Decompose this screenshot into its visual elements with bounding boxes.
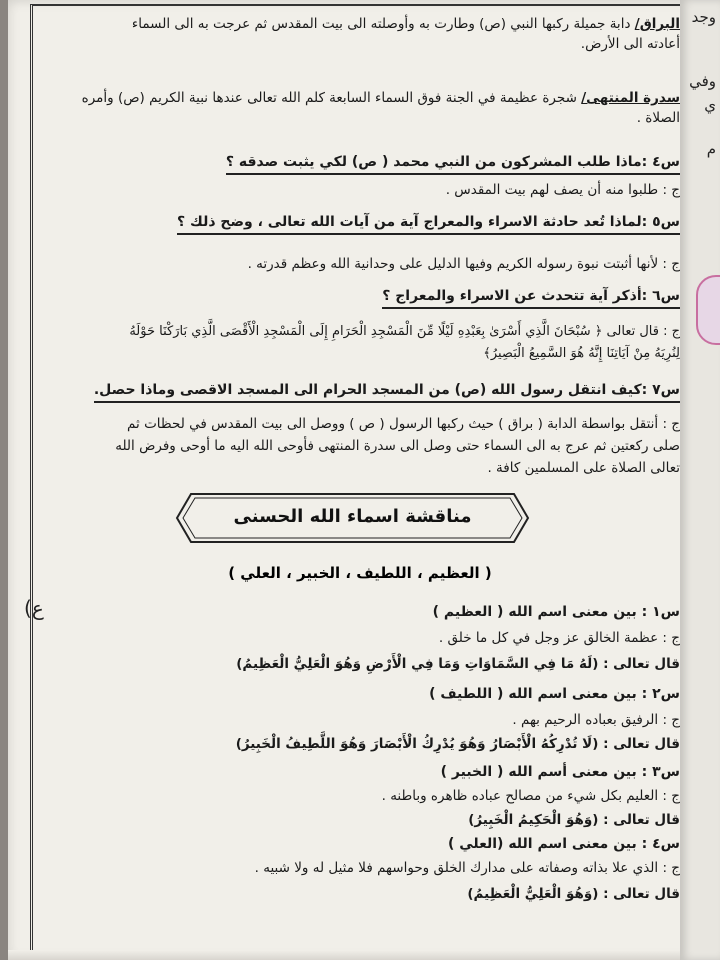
definition-label: سدرة المنتهى/ — [581, 90, 680, 106]
question: س٣ : بين معنى أسم الله ( الخبير ) — [440, 764, 680, 780]
question: س١ : بين معنى اسم الله ( العظيم ) — [432, 604, 680, 620]
question: س٦ :أذكر آية تتحدث عن الاسراء والمعراج ؟ — [40, 286, 680, 309]
answer: ج : أنتقل بواسطة الدابة ( براق ) حيث ركبها الرسول ( ص ) ووصل الى بيت المقدس في لحظات ثم — [127, 416, 680, 432]
question: س٤ :ماذا طلب المشركون من النبي محمد ( ص) لكي يثبت صدقه ؟ — [40, 152, 680, 175]
definition-text: دابة جميلة ركبها النبي (ص) وطارت به وأوصلته الى بيت المقدس ثم عرجت به الى السماء — [131, 16, 631, 32]
definition-continuation: أعادته الى الأرض. — [580, 36, 680, 52]
answer: لِنُرِيَهُ مِنْ آيَاتِنَا إِنَّهُ هُوَ السَّمِيعُ الْبَصِيرُ﴾ — [483, 346, 680, 361]
page-bottom-edge — [8, 950, 680, 960]
section-title: مناقشة اسماء الله الحسنى — [233, 506, 472, 527]
question: س٤ : بين معنى اسم الله (العلي ) — [447, 836, 680, 852]
page-marker — [696, 275, 720, 345]
answer: ج : طلبوا منه أن يصف لهم بيت المقدس . — [445, 182, 680, 198]
verse: قال تعالى : (وَهُوَ الْحَكِيمُ الْخَبِيرُ) — [468, 812, 680, 828]
answer: ج : الذي علا بذاته وصفاته على مدارك الخلق وحواسهم فلا مثيل له ولا شبيه . — [254, 860, 680, 876]
adjacent-page — [680, 0, 720, 960]
verse: قال تعالى : (لَهُ مَا فِي السَّمَاوَاتِ وَمَا فِي الْأَرْضِ وَهُوَ الْعَلِيُّ الْعَظِيمُ) — [236, 656, 680, 672]
section-title-box — [175, 492, 530, 544]
definition-text: شجرة عظيمة في الجنة فوق السماء السابعة كلم الله تعالى عندها نبية الكريم (ص) وأمره — [81, 90, 577, 106]
question: س٥ :لماذا تُعد حادثة الاسراء والمعراج آية من آيات الله تعالى ، وضح ذلك ؟ — [40, 212, 680, 235]
definition-sidra — [40, 88, 680, 108]
answer: ج : لأنها أثبتت نبوة رسوله الكريم وفيها الدليل على وحدانية الله وعظم قدرته . — [247, 256, 680, 272]
answer: صلى ركعتين ثم عرج به الى السماء حتى وصل الى سدرة المنتهى فأوحى الله اليه ما أوحى وفرض الله — [115, 438, 680, 454]
answer: تعالى الصلاة على المسلمين كافة . — [487, 460, 680, 476]
answer: ج : الرفيق بعباده الرحيم بهم . — [512, 712, 680, 728]
margin-text: (ع — [24, 596, 44, 620]
margin-text: وفي — [689, 72, 716, 90]
answer: ج : قال تعالى ﴿ سُبْحَانَ الَّذِي أَسْرَىٰ بِعَبْدِهِ لَيْلًا مِّنَ الْمَسْجِدِ الْحَرَامِ إِلَى الْمَسْجِدِ الْأَقْصَى الَّذِي بَارَكْنَا حَوْلَهُ — [129, 324, 680, 339]
definition-buraq — [40, 14, 680, 34]
verse: قال تعالى : (وَهُوَ الْعَلِيُّ الْعَظِيمُ) — [467, 886, 680, 902]
margin-text: ي — [704, 96, 716, 114]
verse: قال تعالى : (لَا تُدْرِكُهُ الْأَبْصَارُ وَهُوَ يُدْرِكُ الْأَبْصَارَ وَهُوَ اللَّطِيفُ الْخَبِيرُ) — [235, 736, 680, 752]
question: س٢ : بين معنى اسم الله ( اللطيف ) — [429, 686, 680, 702]
definition-continuation: الصلاة . — [636, 110, 680, 126]
question: س٧ :كيف انتقل رسول الله (ص) من المسجد الحرام الى المسجد الاقصى وماذا حصل. — [40, 380, 680, 403]
names-list: ( العظيم ، اللطيف ، الخبير ، العلي ) — [228, 564, 492, 582]
margin-text: وجد — [691, 8, 716, 26]
margin-text: م — [706, 140, 716, 158]
definition-label: البراق/ — [634, 16, 680, 32]
answer: ج : عظمة الخالق عز وجل في كل ما خلق . — [438, 630, 680, 646]
answer: ج : العليم بكل شيء من مصالح عباده ظاهره وباطنه . — [381, 788, 680, 804]
